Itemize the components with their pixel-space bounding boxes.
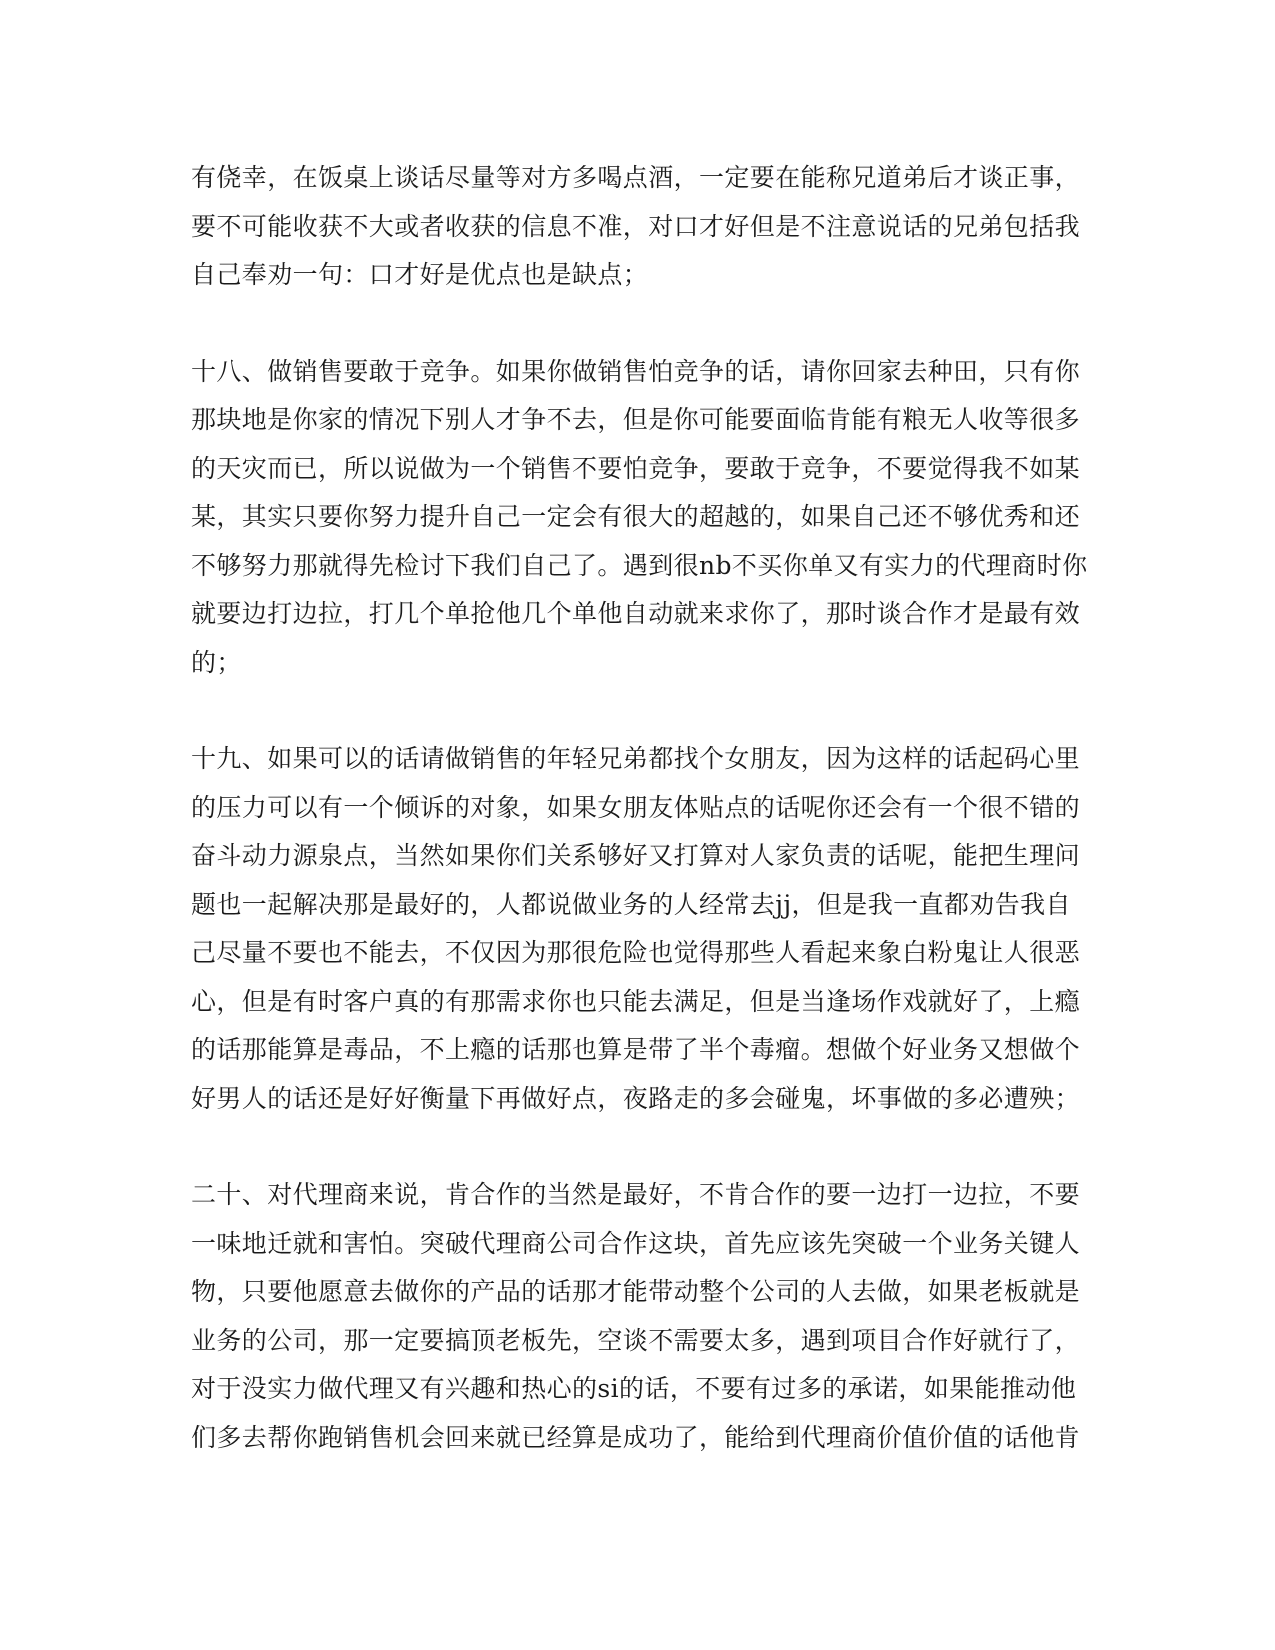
- text-line: 物，只要他愿意去做你的产品的话那才能带动整个公司的人去做，如果老板就是: [191, 1277, 1081, 1306]
- text-line: 不够努力那就得先检讨下我们自己了。遇到很nb不买你单又有实力的代理商时你: [191, 550, 1088, 580]
- text-line: 业务的公司，那一定要搞顶老板先，空谈不需要太多，遇到项目合作好就行了，: [191, 1325, 1081, 1355]
- text-line: 题也一起解决那是最好的，人都说做业务的人经常去jj，但是我一直都劝告我自: [191, 889, 1071, 919]
- text-line: 就要边打边拉，打几个单抢他几个单他自动就来求你了，那时谈合作才是最有效: [191, 599, 1081, 628]
- text-line: 对于没实力做代理又有兴趣和热心的si的话，不要有过多的承诺，如果能推动他: [191, 1374, 1077, 1403]
- text-line: 的；: [191, 647, 242, 677]
- text-line: 那块地是你家的情况下别人才争不去，但是你可能要面临肯能有粮无人收等很多: [191, 405, 1081, 434]
- text-line: 某，其实只要你努力提升自己一定会有很大的超越的，如果自己还不够优秀和还: [191, 502, 1081, 531]
- text-line: 心，但是有时客户真的有那需求你也只能去满足，但是当逢场作戏就好了，上瘾: [191, 986, 1081, 1016]
- paragraph-continued: [191, 154, 1081, 300]
- text-line: 十九、如果可以的话请做销售的年轻兄弟都找个女朋友，因为这样的话起码心里: [191, 744, 1081, 773]
- document-body: [191, 154, 1088, 1510]
- text-line: 自己奉劝一句：口才好是优点也是缺点；: [191, 260, 649, 289]
- text-line: 十八、做销售要敢于竞争。如果你做销售怕竞争的话，请你回家去种田，只有你: [191, 356, 1081, 386]
- text-line: 己尽量不要也不能去，不仅因为那很危险也觉得那些人看起来象白粉鬼让人很恶: [191, 938, 1081, 967]
- text-line: 好男人的话还是好好衡量下再做好点，夜路走的多会碰鬼，坏事做的多必遭殃；: [191, 1083, 1081, 1113]
- paragraph-item-19: [191, 735, 1081, 1123]
- text-line: 奋斗动力源泉点，当然如果你们关系够好又打算对人家负责的话呢，能把生理问: [191, 841, 1081, 870]
- text-line: 的天灾而已，所以说做为一个销售不要怕竞争，要敢于竞争，不要觉得我不如某: [191, 453, 1081, 483]
- paragraph-item-20: [191, 1171, 1081, 1462]
- text-line: 们多去帮你跑销售机会回来就已经算是成功了，能给到代理商价值价值的话他肯: [191, 1422, 1081, 1452]
- text-line: 要不可能收获不大或者收获的信息不准，对口才好但是不注意说话的兄弟包括我: [191, 211, 1081, 241]
- text-line: 一味地迁就和害怕。突破代理商公司合作这块，首先应该先突破一个业务关键人: [191, 1228, 1081, 1258]
- text-line: 的压力可以有一个倾诉的对象，如果女朋友体贴点的话呢你还会有一个很不错的: [191, 792, 1081, 822]
- paragraph-item-18: [191, 348, 1088, 688]
- text-line: 的话那能算是毒品，不上瘾的话那也算是带了半个毒瘤。想做个好业务又想做个: [191, 1035, 1081, 1064]
- text-line: 二十、对代理商来说，肯合作的当然是最好，不肯合作的要一边打一边拉，不要: [191, 1180, 1081, 1209]
- text-line: 有侥幸，在饭桌上谈话尽量等对方多喝点酒，一定要在能称兄道弟后才谈正事，: [191, 163, 1081, 192]
